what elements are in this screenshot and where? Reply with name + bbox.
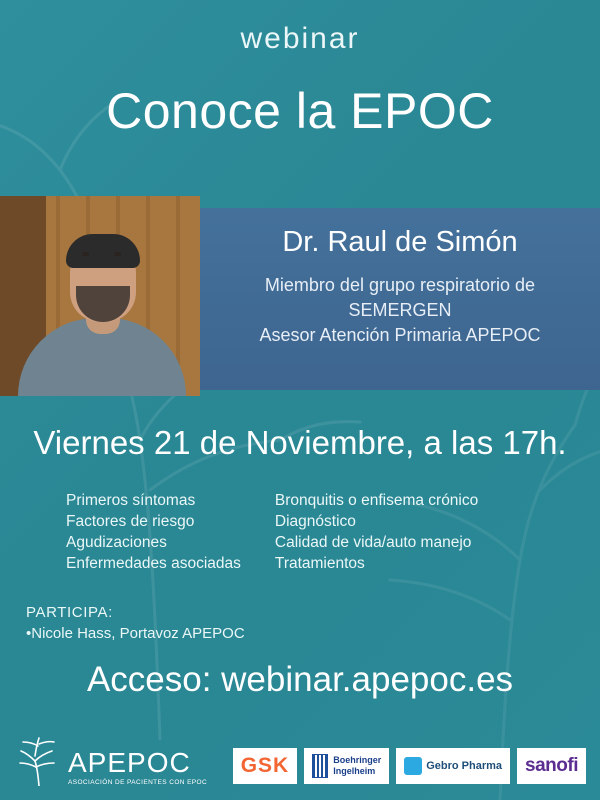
list-item: Agudizaciones [66,534,167,551]
list-item: Diagnóstico [274,513,356,530]
list-item: Calidad de vida/auto manejo [274,534,472,551]
boehringer-mark-icon [312,754,328,778]
topics-list [66,490,546,574]
speaker-name: Dr. Raul de Simón [282,226,518,258]
organizer-logo [18,734,207,786]
sponsor-logo-sanofi [517,748,586,784]
participant-name: •Nicole Hass, Portavoz APEPOC [26,625,245,642]
participants-label: PARTICIPA: [26,604,113,621]
gebro-mark-icon [404,757,422,775]
boehringer-line-1: Boehringer [333,755,382,765]
photo-eye-left [82,252,89,256]
gsk-wordmark: GSK [240,754,290,777]
sponsor-logos [233,748,586,784]
list-item: Bronquitis o enfisema crónico [274,492,479,509]
speaker-affiliation-line-2: SEMERGEN [348,300,452,320]
organizer-name: APEPOC [68,746,191,778]
speaker-affiliation-line-3: Asesor Atención Primaria APEPOC [259,325,541,345]
page-title: Conoce la EPOC [106,83,494,139]
sponsor-logo-gsk [233,748,298,784]
event-date: Viernes 21 de Noviembre, a las 17h. [33,424,567,461]
sanofi-wordmark: sanofi [525,755,578,776]
footer [0,714,600,800]
photo-eye-right [114,252,121,256]
organizer-tagline: ASOCIACIÓN DE PACIENTES CON EPOC [68,778,208,786]
topics-column-left [66,490,241,574]
tree-icon [18,734,60,786]
speaker-info-box [200,208,600,390]
photo-hair [66,234,140,268]
topics-column-right [275,490,478,574]
boehringer-line-2: Ingelheim [333,766,376,776]
list-item: Enfermedades asociadas [66,555,241,572]
kicker-text: webinar [240,22,360,55]
gebro-wordmark: Gebro Pharma [426,760,503,772]
sponsor-logo-boehringer [304,748,389,784]
speaker-affiliation-line-1: Miembro del grupo respiratorio de [264,275,536,295]
list-item: Factores de riesgo [66,513,195,530]
organizer-text [68,746,208,787]
speaker-photo [0,196,200,396]
access-url[interactable]: Acceso: webinar.apepoc.es [86,660,514,699]
sponsor-logo-gebro [396,748,510,784]
list-item: Primeros síntomas [66,492,196,509]
list-item: Tratamientos [274,555,365,572]
participants-section [26,604,245,642]
